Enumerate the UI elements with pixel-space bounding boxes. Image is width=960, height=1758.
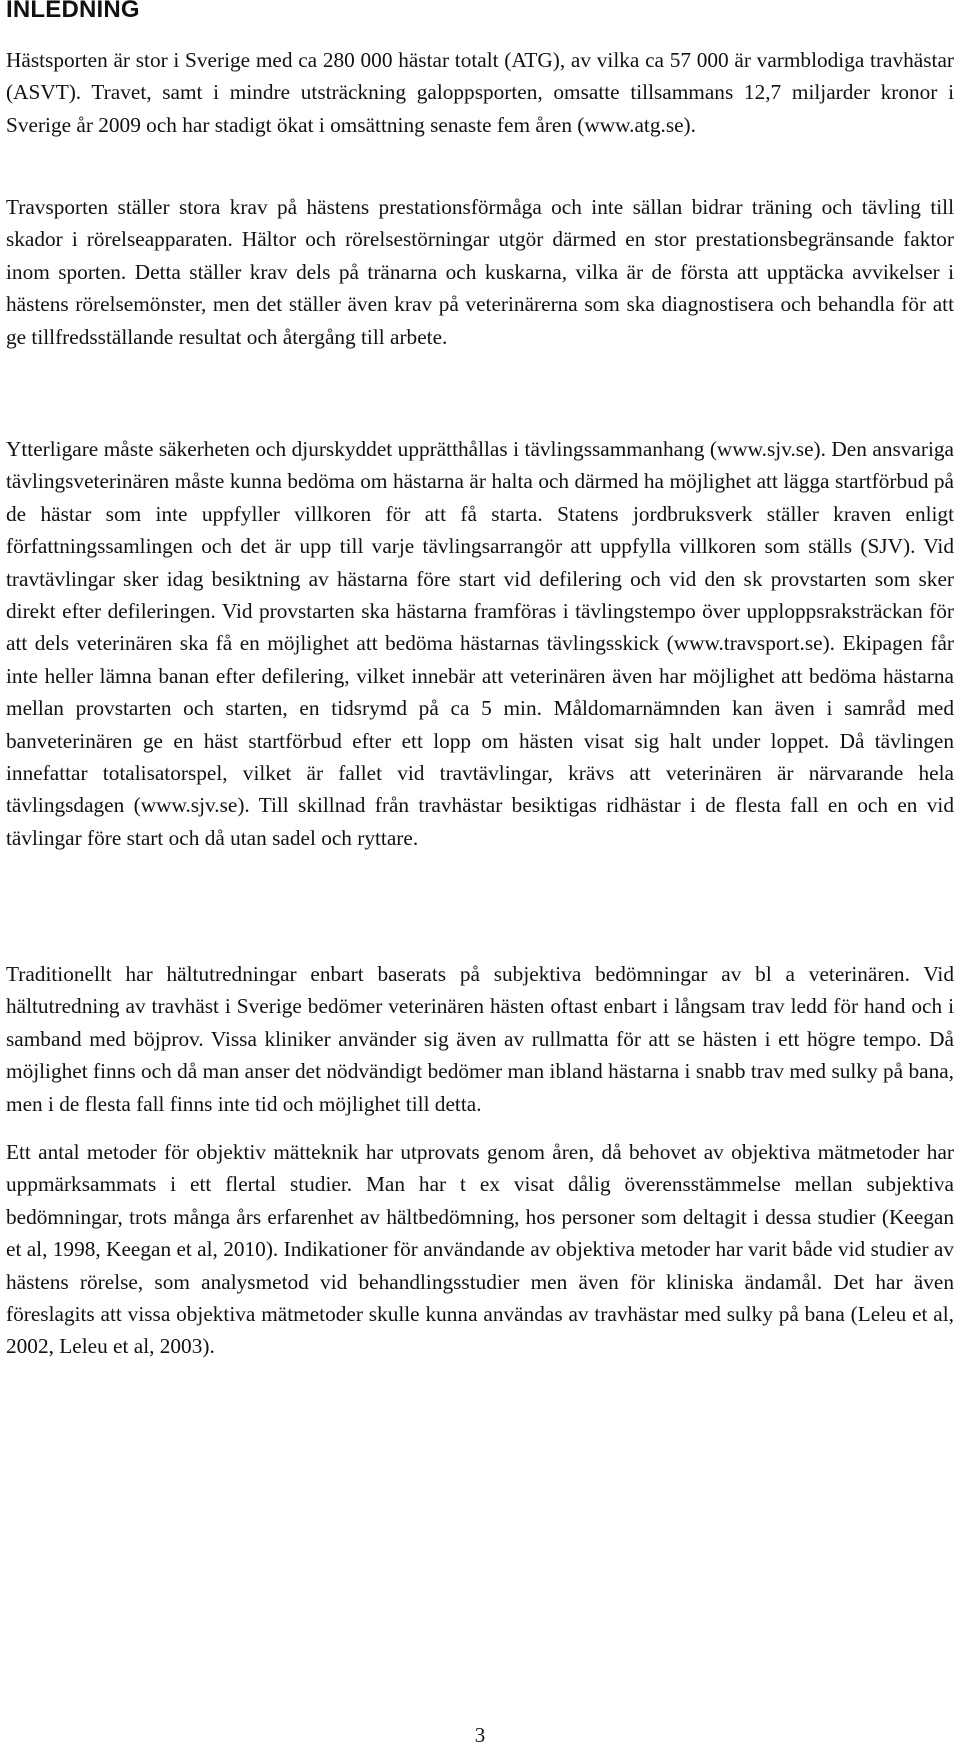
paragraph-competition-safety: Ytterligare måste säkerheten och djurskyddet upprätthållas i tävlingssammanhang (www.sjv.se). Den ansvariga tävlingsveterinären måste kunna bedöma om hästarna är halta och därmed ha möjlighet att lägga startförbud på de hästar som inte uppfyller villkoren för att få starta. Statens jordbruksverk ställer kraven enligt författningssamlingen och det är upp till varje tävlingsarrangör att uppfylla villkoren som ställs (SJV). Vid travtävlingar sker idag besiktning av hästarna före start vid defilering och vid den sk provstarten som sker direkt efter defileringen. Vid provstarten ska hästarna framföras i tävlingstempo över upploppsraksträckan för att dels veterinären ska få en möjlighet att bedöma hästarnas tävlingsskick (www.travsport.se). Ekipagen får inte heller lämna banan efter defilering, vilket innebär att veterinären även har möjlighet att bedöma hästarna mellan provstarten och starten, en tidsrymd på ca 5 min. Måldomarnämnden kan även i samråd med banveterinären ge en häst startförbud efter ett lopp om hästen visat sig halt under loppet. Då tävlingen innefattar totalisatorspel, vilket är fallet vid travtävlingar, krävs att veterinären är närvarande hela tävlingsdagen (www.sjv.se). Till skillnad från travhästar besiktigas ridhästar i de flesta fall en och en vid tävlingar före start och då utan sadel och ryttare. — [6, 437, 954, 850]
paragraph-trotting-demands: Travsporten ställer stora krav på hästens prestationsförmåga och inte sällan bidrar träning och tävling till skador i rörelseapparaten. Hältor och rörelsestörningar utgör därmed en stor prestationsbegränsande faktor inom sporten. Detta ställer krav dels på tränarna och kuskarna, vilka är de första att upptäcka avvikelser i hästens rörelsemönster, men det ställer även krav på veterinärerna som ska diagnostisera och behandla för att ge tillfredsställande resultat och återgång till arbete. — [6, 195, 954, 349]
paragraph-horse-industry: Hästsporten är stor i Sverige med ca 280 000 hästar totalt (ATG), av vilka ca 57 000 är varmblodiga travhästar (ASVT). Travet, samt i mindre utsträckning galoppsporten, omsatte tillsammans 12,7 miljarder kronor i Sverige år 2009 och har stadigt ökat i omsättning senaste fem åren (www.atg.se). — [6, 48, 954, 137]
paragraph-traditional-lameness-exam: Traditionellt har hältutredningar enbart baserats på subjektiva bedömningar av bl a veterinären. Vid hältutredning av travhäst i Sverige bedömer veterinären hästen oftast enbart i långsam trav ledd för hand och i samband med böjprov. Vissa kliniker använder sig även av rullmatta för att se hästen i ett högre tempo. Då möjlighet finns och då man anser det nödvändigt bedömer man ibland hästarna i snabb trav med sulky på bana, men i de flesta fall finns inte tid och möjlighet till detta. — [6, 962, 954, 1116]
page-number: 3 — [474, 1723, 486, 1747]
paragraph-objective-methods: Ett antal metoder för objektiv mätteknik har utprovats genom åren, då behovet av objektiva mätmetoder har uppmärksammats i ett flertal studier. Man har t ex visat dålig överensstämmelse mellan subjektiva bedömningar, trots många års erfarenhet av hältbedömning, hos personer som deltagit i dessa studier (Keegan et al, 1998, Keegan et al, 2010). Indikationer för användande av objektiva metoder har varit både vid studier av hästens rörelse, som analysmetod vid behandlingsstudier men även för kliniska ändamål. Det har även föreslagits att vissa objektiva mätmetoder skulle kunna användas av travhästar med sulky på bana (Leleu et al, 2002, Leleu et al, 2003). — [6, 1140, 954, 1359]
section-heading: INLEDNING — [6, 0, 140, 23]
